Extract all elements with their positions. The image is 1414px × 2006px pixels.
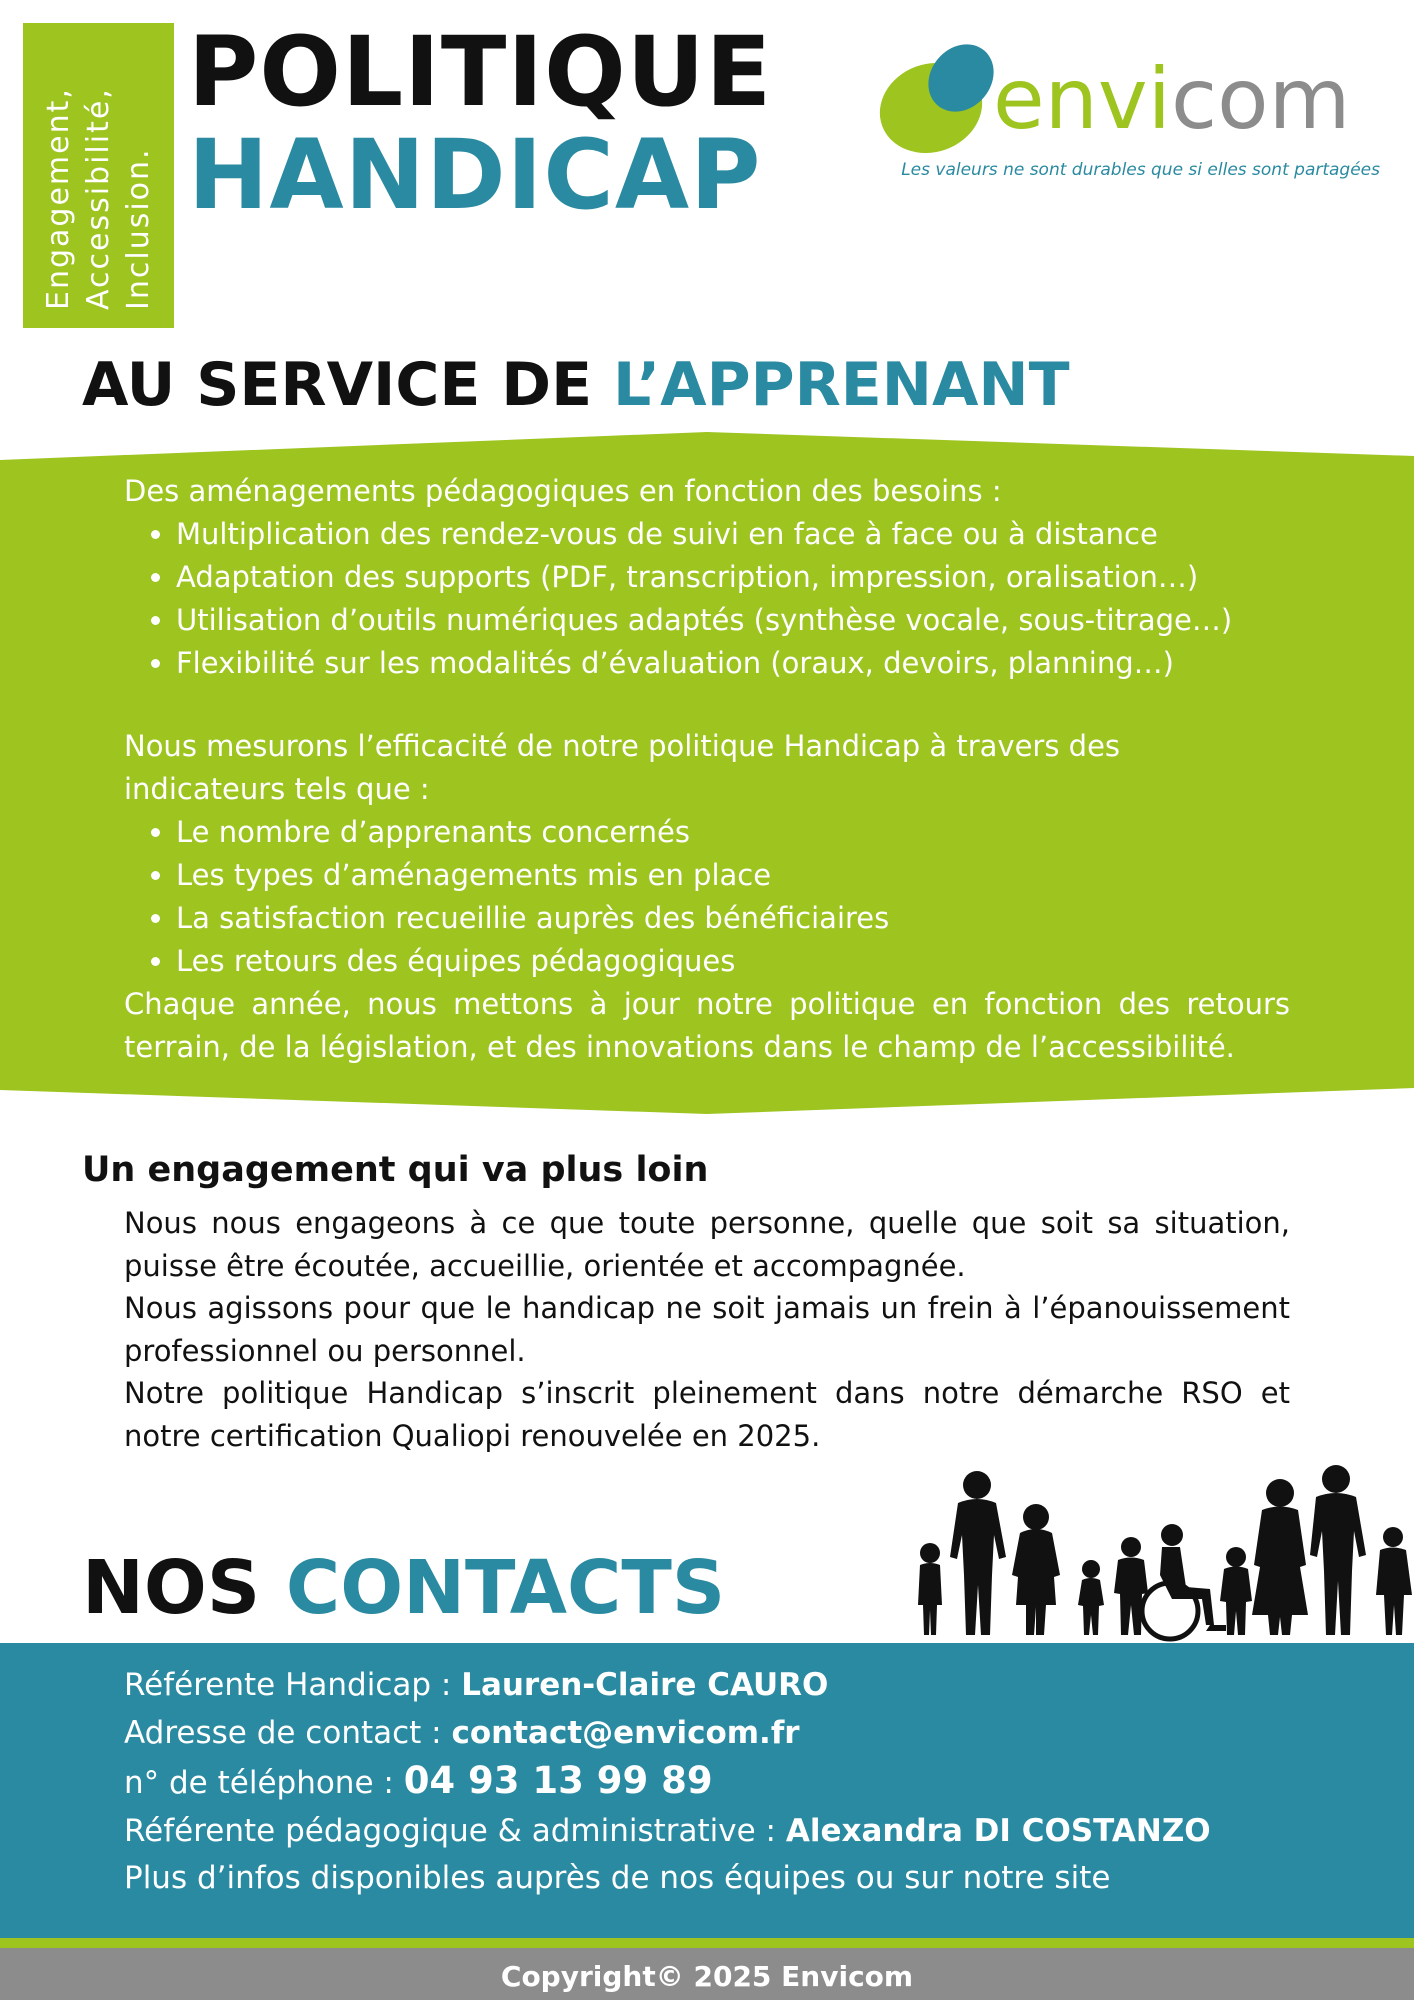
list-item: • Les types d’aménagements mis en place: [176, 854, 1290, 897]
heading-part2: L’APPRENANT: [612, 350, 1070, 420]
footer-copyright: Copyright© 2025 Envicom: [0, 1948, 1414, 2000]
list-item: • Utilisation d’outils numériques adaptés (synthèse vocale, sous-titrage…): [176, 599, 1290, 642]
contact-email: [124, 1710, 1384, 1758]
green-band-content: [124, 470, 1290, 1069]
contacts-body: [124, 1662, 1384, 1903]
engagement-body: [124, 1202, 1290, 1457]
referente-pedagogique-name: Alexandra DI COSTANZO: [785, 1812, 1211, 1849]
logo-wordmark-env: envi: [993, 50, 1171, 148]
contact-phone: [124, 1757, 1384, 1808]
family-silhouette-illustration: [910, 1465, 1414, 1645]
list-item: • Le nombre d’apprenants concernés: [176, 811, 1290, 854]
contacts-heading-part1: NOS: [82, 1545, 261, 1631]
list-item: • Adaptation des supports (PDF, transcription, impression, oralisation…): [176, 556, 1290, 599]
label: Référente Handicap :: [124, 1667, 462, 1703]
contact-more-info: Plus d’infos disponibles auprès de nos équipes ou sur notre site: [124, 1860, 1111, 1896]
side-tag-line: Accessibilité,: [80, 87, 116, 310]
logo-wordmark-com: com: [1171, 50, 1351, 148]
list-item: • Les retours des équipes pédagogiques: [176, 940, 1290, 983]
contact-referente-handicap: [124, 1662, 1384, 1710]
side-tag-line: Inclusion.: [120, 147, 156, 310]
contacts-heading: [82, 1545, 726, 1631]
amenagements-list: [124, 513, 1290, 685]
list-item: • Multiplication des rendez-vous de suivi en face à face ou à distance: [176, 513, 1290, 556]
indicateurs-intro: Nous mesurons l’efficacité de notre politique Handicap à travers des indicateurs tels que :: [124, 729, 1121, 806]
indicateurs-list: [124, 811, 1290, 983]
label: Adresse de contact :: [124, 1714, 452, 1751]
side-tag: [23, 23, 174, 328]
side-tag-line: Engagement,: [40, 87, 76, 310]
page-title-line2: HANDICAP: [188, 119, 762, 231]
referente-handicap-name: Lauren-Claire CAURO: [461, 1667, 829, 1703]
phone-number[interactable]: 04 93 13 99 89: [403, 1759, 713, 1802]
side-tag-text: [23, 23, 174, 328]
engagement-heading: Un engagement qui va plus loin: [82, 1150, 709, 1190]
label: n° de téléphone :: [124, 1765, 404, 1801]
contact-referente-pedagogique: [124, 1808, 1384, 1856]
engagement-paragraph: Nous nous engageons à ce que toute personne, quelle que soit sa situation, puisse être écoutée, accueillie, orientée et accompagnée.: [124, 1206, 1290, 1283]
list-item: • La satisfaction recueillie auprès des bénéficiaires: [176, 897, 1290, 940]
engagement-paragraph: Nous agissons pour que le handicap ne soit jamais un frein à l’épanouissement professionnel ou personnel.: [124, 1291, 1290, 1368]
list-item: • Flexibilité sur les modalités d’évaluation (oraux, devoirs, planning…): [176, 642, 1290, 685]
heading-part1: AU SERVICE DE: [82, 350, 593, 420]
footer-divider: [0, 1938, 1414, 1948]
email-link[interactable]: contact@envicom.fr: [451, 1714, 800, 1751]
page-title-line1: POLITIQUE: [188, 16, 773, 128]
apprenant-conclusion: Chaque année, nous mettons à jour notre politique en fonction des retours terrain, de la législation, et des innovations dans le champ de l’accessibilité.: [124, 987, 1290, 1064]
label: Référente pédagogique & administrative :: [124, 1812, 786, 1849]
amenagements-intro: Des aménagements pédagogiques en fonction des besoins :: [124, 474, 1002, 508]
logo-tagline: Les valeurs ne sont durables que si elles sont partagées: [901, 160, 1380, 180]
section-heading-apprenant: [82, 350, 1070, 420]
contacts-heading-part2: CONTACTS: [285, 1545, 726, 1631]
engagement-paragraph: Notre politique Handicap s’inscrit pleinement dans notre démarche RSO et notre certification Qualiopi renouvelée en 2025.: [124, 1376, 1290, 1453]
